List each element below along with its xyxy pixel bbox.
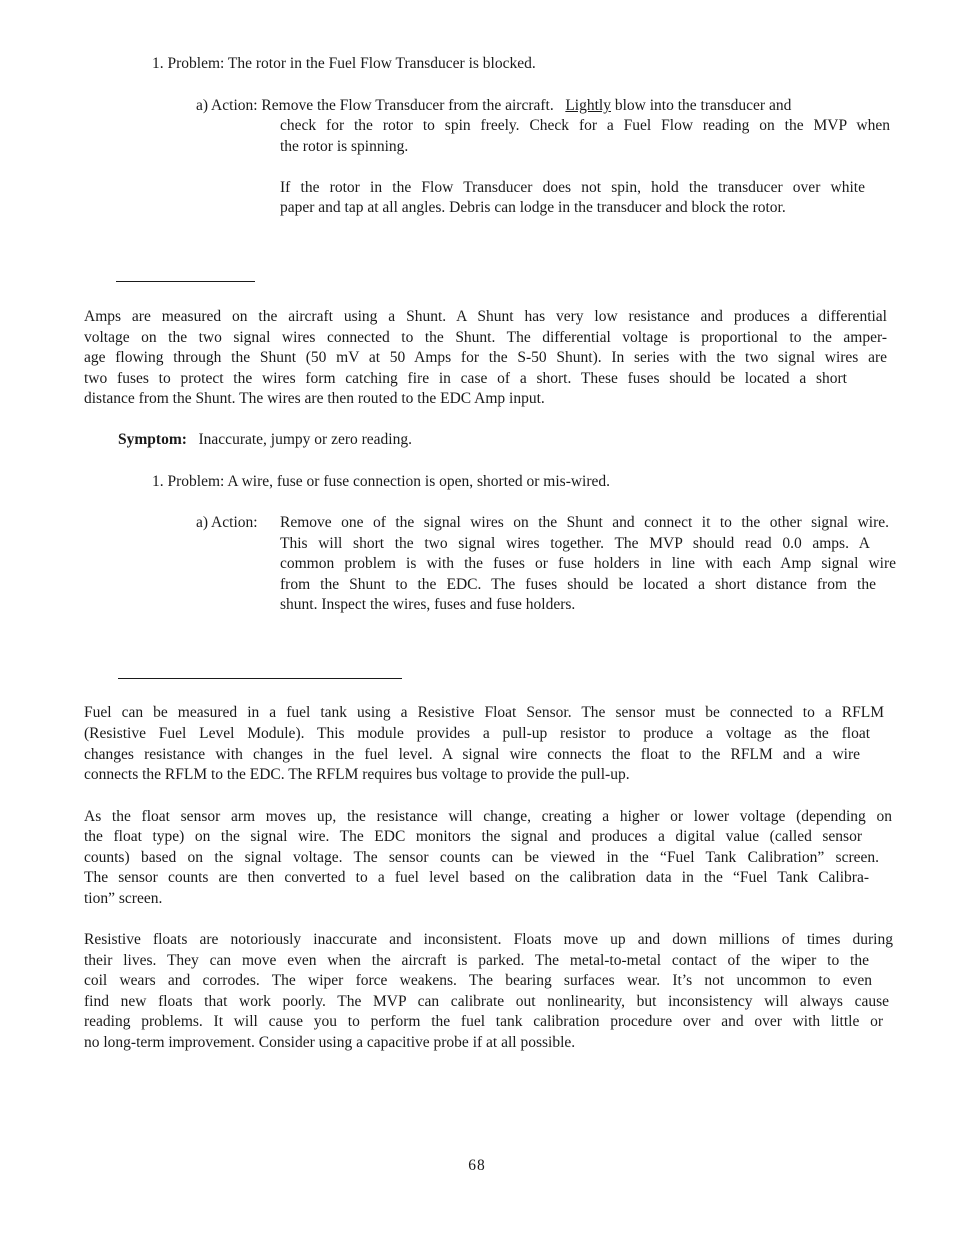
fuel-level-section-rule: [118, 678, 402, 679]
fuel-level-line: the float type) on the signal wire. The EDC monitors the signal and produces a digital value (called sensor: [84, 828, 862, 845]
amps-action-label: a) Action:: [196, 514, 258, 531]
fuel-flow-action-line-3: the rotor is spinning.: [280, 138, 409, 155]
fuel-level-line: Resistive floats are notoriously inaccurate and inconsistent. Floats move up and down millions of times during: [84, 931, 893, 948]
fuel-flow-action-prefix: a) Action: Remove the Flow Transducer from the aircraft.: [196, 97, 554, 114]
fuel-level-line: their lives. They can move even when the aircraft is parked. The metal-to-metal contact of the wiper to the: [84, 952, 869, 969]
amps-action-line: This will short the two signal wires together. The MVP should read 0.0 amps. A: [280, 535, 870, 552]
fuel-flow-action-rest: blow into the transducer and: [614, 97, 792, 114]
amps-intro-line: two fuses to protect the wires form catching fire in case of a short. These fuses should be located a short: [84, 370, 847, 387]
amps-intro-line: voltage on the two signal wires connected to the Shunt. The differential voltage is proportional to the amper-: [84, 329, 887, 346]
fuel-flow-action-para2-line-1: If the rotor in the Flow Transducer does not spin, hold the transducer over white: [280, 179, 865, 196]
fuel-level-line: reading problems. It will cause you to perform the fuel tank calibration procedure over and over with little or: [84, 1013, 883, 1030]
symptom-label: Symptom:: [118, 431, 187, 448]
amps-action-line: common problem is with the fuses or fuse holders in line with each Amp signal wire: [280, 555, 896, 572]
amps-intro-line: age flowing through the Shunt (50 mV at 50 Amps for the S-50 Shunt). In series with the two signal wires are: [84, 349, 887, 366]
amps-action-line: from the Shunt to the EDC. The fuses should be located a short distance from the: [280, 576, 876, 593]
fuel-flow-action-underlined: Lightly: [565, 97, 611, 114]
fuel-level-line: As the float sensor arm moves up, the resistance will change, creating a higher or lower voltage (depending on: [84, 808, 892, 825]
fuel-flow-action-line-2: check for the rotor to spin freely. Check for a Fuel Flow reading on the MVP when: [280, 117, 890, 134]
fuel-level-line: tion” screen.: [84, 890, 163, 907]
fuel-flow-problem-1: 1. Problem: The rotor in the Fuel Flow Transducer is blocked.: [152, 55, 536, 72]
fuel-level-line: changes resistance with changes in the fuel level. A signal wire connects the float to the RFLM and a wire: [84, 746, 860, 763]
fuel-flow-action-para2-line-2: paper and tap at all angles. Debris can lodge in the transducer and block the rotor.: [280, 199, 786, 216]
fuel-flow-action-line-1: [196, 96, 891, 117]
fuel-level-line: coil wears and corrodes. The wiper force weakens. The bearing surfaces wear. It’s not uncommon to even: [84, 972, 872, 989]
fuel-level-line: find new floats that work poorly. The MVP can calibrate out nonlinearity, but inconsistency will always cause: [84, 993, 889, 1010]
fuel-level-line: Fuel can be measured in a fuel tank using a Resistive Float Sensor. The sensor must be connected to a RFLM: [84, 704, 884, 721]
fuel-level-line: no long-term improvement. Consider using a capacitive probe if at all possible.: [84, 1034, 576, 1051]
amps-intro-line: distance from the Shunt. The wires are then routed to the EDC Amp input.: [84, 390, 545, 407]
amps-action-line: Remove one of the signal wires on the Shunt and connect it to the other signal wire.: [280, 514, 889, 531]
amps-symptom: [118, 430, 412, 451]
page-number: 68: [468, 1157, 486, 1174]
amps-problem-1: 1. Problem: A wire, fuse or fuse connection is open, shorted or mis-wired.: [152, 473, 611, 490]
fuel-level-line: connects the RFLM to the EDC. The RFLM requires bus voltage to provide the pull-up.: [84, 766, 630, 783]
fuel-level-line: The sensor counts are then converted to a fuel level based on the calibration data in the “Fuel Tank Calibra-: [84, 869, 869, 886]
amps-intro-line: Amps are measured on the aircraft using a Shunt. A Shunt has very low resistance and produces a differential: [84, 308, 887, 325]
symptom-text: Inaccurate, jumpy or zero reading.: [198, 431, 412, 448]
fuel-level-line: (Resistive Fuel Level Module). This module provides a pull-up resistor to produce a voltage as the float: [84, 725, 870, 742]
amps-section-rule: [116, 281, 255, 282]
fuel-level-line: counts) based on the signal voltage. The sensor counts can be viewed in the “Fuel Tank Calibration” screen.: [84, 849, 879, 866]
amps-action-line: shunt. Inspect the wires, fuses and fuse holders.: [280, 596, 576, 613]
